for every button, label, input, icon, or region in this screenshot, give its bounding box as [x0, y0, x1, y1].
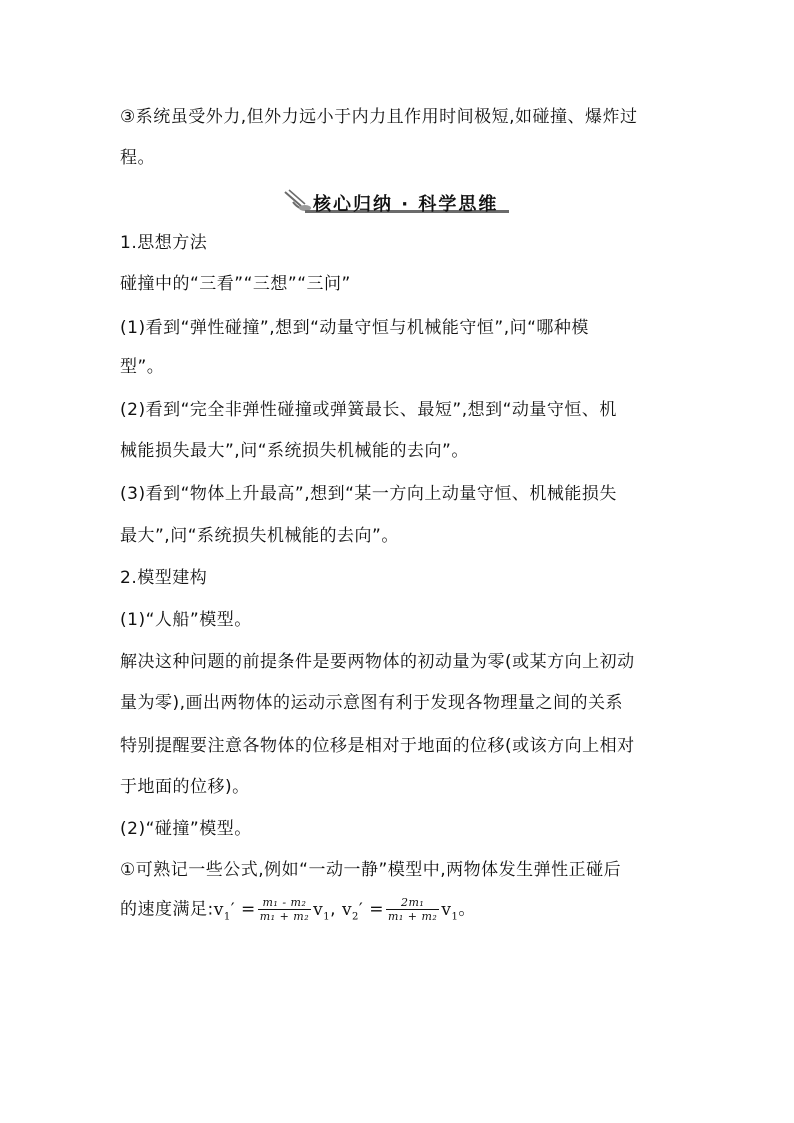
doc-line-11: 2.模型建构 — [120, 568, 208, 588]
doc-line-1: ③系统虽受外力,但外力远小于内力且作用时间极短,如碰撞、爆炸过 — [120, 107, 638, 127]
doc-line-17: (2)“碰撞”模型。 — [120, 819, 252, 839]
doc-line-15: 特别提醒要注意各物体的位移是相对于地面的位移(或该方向上相对 — [120, 736, 635, 756]
doc-line-10: 最大”,问“系统损失机械能的去向”。 — [120, 526, 399, 546]
formula-eq-2: = — [369, 899, 384, 920]
doc-line-5: (1)看到“弹性碰撞”,想到“动量守恒与机械能守恒”,问“哪种模 — [120, 318, 589, 338]
doc-line-13: 解决这种问题的前提条件是要两物体的初动量为零(或某方向上初动 — [120, 652, 635, 672]
formula-v1-prime: $v_1'$ — [213, 899, 236, 922]
fraction-2 — [386, 896, 439, 923]
formula-v1: $v_1$ — [313, 899, 331, 922]
doc-line-6: 型”。 — [120, 357, 165, 377]
formula-prefix: 的速度满足: — [120, 899, 214, 920]
fraction-1 — [258, 896, 311, 923]
doc-line-8: 械能损失最大”,问“系统损失机械能的去向”。 — [120, 441, 469, 461]
doc-line-12: (1)“人船”模型。 — [120, 610, 252, 630]
section-heading — [283, 186, 509, 216]
doc-line-18: ①可熟记一些公式,例如“一动一静”模型中,两物体发生弹性正碰后 — [120, 860, 622, 880]
fraction-2-numerator: 2m₁ — [386, 896, 439, 910]
formula-eq-1: = — [241, 899, 256, 920]
doc-line-16: 于地面的位移)。 — [120, 777, 250, 797]
fraction-1-numerator: m₁ - m₂ — [258, 896, 311, 910]
formula-separator: , — [330, 899, 342, 920]
doc-line-2: 程。 — [120, 148, 155, 168]
formula-end: 。 — [458, 899, 476, 920]
doc-line-7: (2)看到“完全非弹性碰撞或弹簧最长、最短”,想到“动量守恒、机 — [120, 400, 617, 420]
doc-line-3: 1.思想方法 — [120, 233, 208, 253]
formula-v2-prime: $v_2'$ — [341, 899, 364, 922]
doc-line-14: 量为零),画出两物体的运动示意图有利于发现各物理量之间的关系 — [120, 693, 624, 713]
fraction-1-denominator: m₁ + m₂ — [259, 910, 310, 923]
heading-title: 核心归纳 · 科学思维 — [313, 194, 499, 215]
doc-line-4: 碰撞中的“三看”“三想”“三问” — [120, 274, 351, 294]
fraction-2-denominator: m₁ + m₂ — [387, 910, 438, 923]
formula-line — [120, 896, 476, 927]
doc-line-9: (3)看到“物体上升最高”,想到“某一方向上动量守恒、机械能损失 — [120, 484, 617, 504]
formula-v1-end: $v_1$ — [441, 899, 459, 922]
